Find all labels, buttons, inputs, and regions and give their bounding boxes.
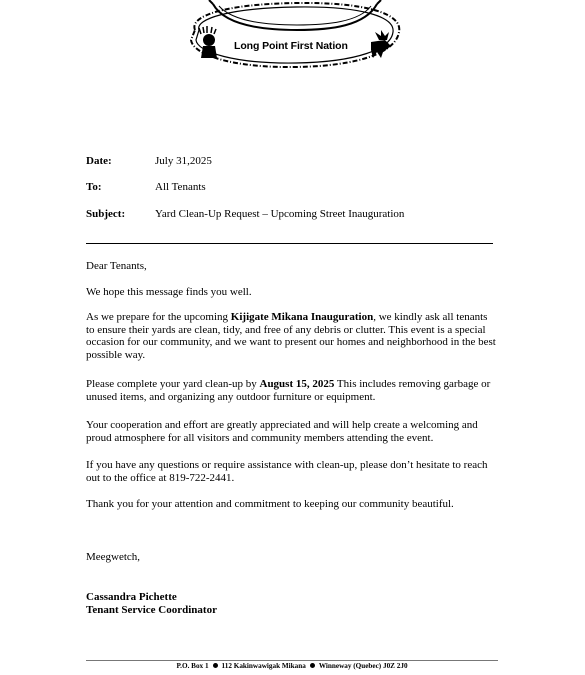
to-label: To: — [86, 181, 102, 193]
subject-value: Yard Clean-Up Request – Upcoming Street Inauguration — [155, 208, 405, 220]
to-value: All Tenants — [155, 181, 206, 193]
footer-city: Winneway (Quebec) J0Z 2J0 — [318, 662, 408, 670]
paragraph-3-suffix: This includes removing garbage or unused items, and organizing any outdoor furniture or equipment. — [86, 378, 491, 403]
header-divider — [86, 243, 493, 244]
subject-label: Subject: — [86, 208, 126, 220]
paragraph-2-suffix: , we kindly ask all tenants to ensure their yards are clean, tidy, and free of any debris or clutter. This event is a special occasion for our community, and we want to present our homes and neighborhood in the best possible way. — [86, 311, 496, 362]
long-point-first-nation-logo — [185, 0, 407, 72]
moose-icon — [371, 30, 391, 58]
footer-po-box: P.O. Box 1 — [176, 662, 209, 670]
closing: Meegwetch, — [86, 551, 141, 563]
paragraph-2-prefix: As we prepare for the upcoming — [86, 311, 231, 323]
deadline-date: August 15, 2025 — [259, 378, 335, 390]
date-label: Date: — [86, 155, 112, 167]
bullet-icon — [213, 663, 218, 668]
paragraph-1: We hope this message finds you well. — [86, 286, 252, 298]
paragraph-5: If you have any questions or require assistance with clean-up, please don’t hesitate to reach out to the office at 819-722-2441. — [86, 459, 488, 484]
date-value: July 31,2025 — [155, 155, 212, 167]
paragraph-3 — [86, 378, 498, 403]
event-name: Kijigate Mikana Inauguration — [230, 311, 374, 323]
bullet-icon — [310, 663, 315, 668]
signature-title: Tenant Service Coordinator — [86, 604, 217, 616]
footer-divider — [86, 660, 498, 661]
signature-name: Cassandra Pichette — [86, 591, 177, 603]
paragraph-2 — [86, 311, 498, 362]
logo-text: Long Point First Nation — [234, 40, 348, 52]
greeting: Dear Tenants, — [86, 260, 147, 272]
paragraph-4: Your cooperation and effort are greatly appreciated and will help create a welcoming and proud atmosphere for all visitors and community members attending the event. — [86, 419, 478, 444]
paragraph-6: Thank you for your attention and commitment to keeping our community beautiful. — [86, 498, 454, 510]
footer-street: 112 Kakinwawigak Mikana — [221, 662, 306, 670]
footer-address — [86, 662, 498, 670]
paragraph-3-prefix: Please complete your yard clean-up by — [86, 378, 260, 390]
